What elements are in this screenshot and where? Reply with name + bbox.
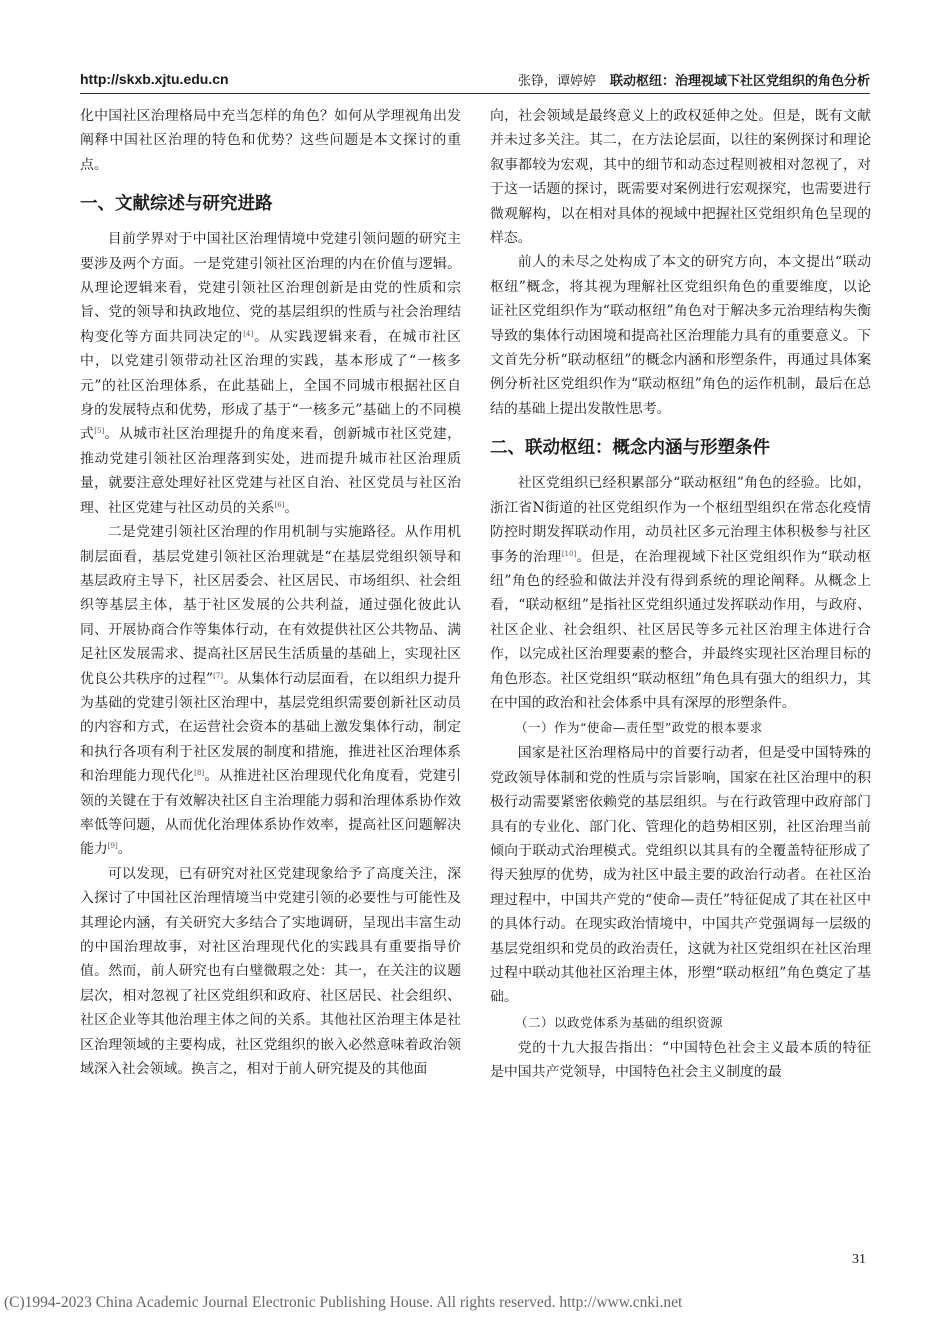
citation-ref[interactable]: [6] bbox=[274, 500, 285, 509]
right-column bbox=[490, 104, 871, 1085]
citation-ref[interactable]: [10] bbox=[561, 549, 577, 558]
running-header bbox=[518, 70, 870, 89]
text-run: 。 bbox=[284, 499, 299, 516]
header-article-title: 联动枢纽：治理视域下社区党组织的角色分析 bbox=[609, 74, 870, 89]
paragraph bbox=[80, 520, 461, 862]
section-heading-1: 一、文献综述与研究进路 bbox=[80, 194, 273, 215]
paragraph: 可以发现，已有研究对社区党建现象给予了高度关注，深入探讨了中国社区治理情境当中党建引领的必要性与可能性及其理论内涵，有关研究大多结合了实地调研，呈现出丰富生动的中国治理故事，对社区治理现代化的实践具有重要指导价值。然而，前人研究也有白璧微瑕之处：其一，在关注的议题层次，相对忽视了社区党组织和政府、社区居民、社会组织、社区企业等其他治理主体之间的关系。其他社区治理主体是社区治理领域的主要构成，社区党组织的嵌入必然意味着政治领域深入社会领域。换言之，相对于前人研究提及的其他面 bbox=[80, 865, 461, 1078]
text-run: 。从城市社区治理提升的角度来看，创新城市社区党建，推动党建引领社区治理落到实处，进而提升城市社区治理质量，就要注意处理好社区党建与社区自治、社区党员与社区治理、社区党建与社区动员的关系 bbox=[80, 426, 461, 516]
paragraph bbox=[80, 227, 461, 520]
text-run: 目前学界对于中国社区治理情境中党建引领问题的研究主要涉及两个方面。一是党建引领社区治理的内在价值与逻辑。从理论逻辑来看，党建引领社区治理创新是由党的性质和宗旨、党的领导和执政地位、党的基层组织的性质与社会治理结构变化等方面共同决定的 bbox=[80, 231, 461, 345]
subsection-heading: （二）以政党体系为基础的组织资源 bbox=[515, 1014, 724, 1030]
text-run: 。 bbox=[117, 841, 132, 858]
header-authors: 张铮，谭婷婷 bbox=[517, 74, 596, 89]
journal-url[interactable]: http://skxb.xjtu.edu.cn bbox=[80, 71, 229, 87]
header-rule bbox=[80, 93, 870, 94]
citation-ref[interactable]: [7] bbox=[213, 671, 224, 680]
text-run: 社区党组织已经积累部分“联动枢纽”角色的经验。比如，浙江省N街道的社区党组织作为一个枢纽型组织在常态化疫情防控时期发挥联动作用，动员社区多元治理主体积极参与社区事务的治理 bbox=[490, 475, 871, 565]
section-heading-2: 二、联动枢纽：概念内涵与形塑条件 bbox=[490, 438, 770, 459]
text-run: 二是党建引领社区治理的作用机制与实施路径。从作用机制层面看，基层党建引领社区治理就是“在基层党组织领导和基层政府主导下，社区居委会、社区居民、市场组织、社会组织等基层主体，基于社区发展的公共利益，通过强化彼此认同、开展协商合作等集体行动，在有效提供社区公共物品、满足社区发展需求、提高社区居民生活质量的基础上，实现社区优良公共秩序的过程” bbox=[80, 524, 461, 687]
paragraph bbox=[490, 471, 871, 715]
paragraph: 国家是社区治理格局中的首要行动者，但是受中国特殊的党政领导体制和党的性质与宗旨影响，国家在社区治理中的积极行动需要紧密依赖党的基层组织。与在行政管理中政府部门具有的专业化、部门化、管理化的趋势相区别，社区治理当前倾向于联动式治理模式。党组织以其具有的全覆盖特征形成了得天独厚的优势，成为社区中最主要的政治行动者。在社区治理过程中，中国共产党的“使命—责任”特征促成了其在社区中的具体行动。在现实政治情境中，中国共产党强调每一层级的基层党组织和党员的政治责任，这就为社区党组织在社区治理过程中联动其他社区治理主体，形塑“联动枢纽”角色奠定了基础。 bbox=[490, 745, 871, 1006]
copyright-footer: (C)1994-2023 China Academic Journal Electronic Publishing House. All rights reserved. http://www.cnki.net bbox=[4, 1294, 683, 1311]
paragraph: 党的十九大报告指出：“中国特色社会主义最本质的特征是中国共产党领导，中国特色社会主义制度的最 bbox=[490, 1039, 871, 1081]
text-run: 。从推进社区治理现代化角度看，党建引领的关键在于有效解决社区自主治理能力弱和治理体系协作效率低等问题，从而优化治理体系协作效率，提高社区问题解决能力 bbox=[80, 768, 461, 858]
text-run: 。但是，在治理视域下社区党组织作为“联动枢纽”角色的经验和做法并没有得到系统的理论阐释。从概念上看，“联动枢纽”是指社区党组织通过发挥联动作用，与政府、社区企业、社会组织、社区居民等多元社区治理主体进行合作，以完成社区治理要素的整合，并最终实现社区治理目标的角色形态。社区党组织“联动枢纽”角色具有强大的组织力，其在中国的政治和社会体系中具有深厚的形塑条件。 bbox=[490, 548, 871, 711]
subsection-heading: （一）作为“使命—责任型”政党的根本要求 bbox=[515, 720, 763, 736]
paragraph: 化中国社区治理格局中充当怎样的角色？如何从学理视角出发阐释中国社区治理的特色和优势？这些问题是本文探讨的重点。 bbox=[80, 108, 461, 173]
citation-ref[interactable]: [4] bbox=[243, 329, 254, 338]
page-number: 31 bbox=[852, 1252, 866, 1267]
left-column bbox=[80, 104, 461, 1081]
citation-ref[interactable]: [5] bbox=[94, 427, 105, 436]
citation-ref[interactable]: [8] bbox=[194, 769, 205, 778]
citation-ref[interactable]: [9] bbox=[107, 842, 118, 851]
paragraph: 前人的未尽之处构成了本文的研究方向，本文提出“联动枢纽”概念，将其视为理解社区党组织角色的重要维度，以论证社区党组织作为“联动枢纽”角色对于解决多元治理结构失衡导致的集体行动困境和提高社区治理能力具有的重要意义。下文首先分析“联动枢纽”的概念内涵和形塑条件，再通过具体案例分析社区党组织作为“联动枢纽”角色的运作机制，最后在总结的基础上提出发散性思考。 bbox=[490, 254, 871, 417]
text-run: 。从实践逻辑来看，在城市社区中，以党建引领带动社区治理的实践，基本形成了“一核多元”的社区治理体系，在此基础上，全国不同城市根据社区自身的发展特点和优势，形成了基于“一核多元”基础上的不同模式 bbox=[80, 328, 461, 443]
paragraph: 向，社会领域是最终意义上的政权延伸之处。但是，既有文献并未过多关注。其二，在方法论层面，以往的案例探讨和理论叙事都较为宏观，其中的细节和动态过程则被相对忽视了，对于这一话题的探讨，既需要对案例进行宏观探究，也需要进行微观解构，以在相对具体的视域中把握社区党组织角色呈现的样态。 bbox=[490, 108, 871, 247]
text-run: 。从集体行动层面看，在以组织力提升为基础的党建引领社区治理中，基层党组织需要创新社区动员的内容和方式，在运营社会资本的基础上激发集体行动，制定和执行各项有利于社区发展的制度和措施，推进社区治理体系和治理能力现代化 bbox=[80, 670, 461, 785]
